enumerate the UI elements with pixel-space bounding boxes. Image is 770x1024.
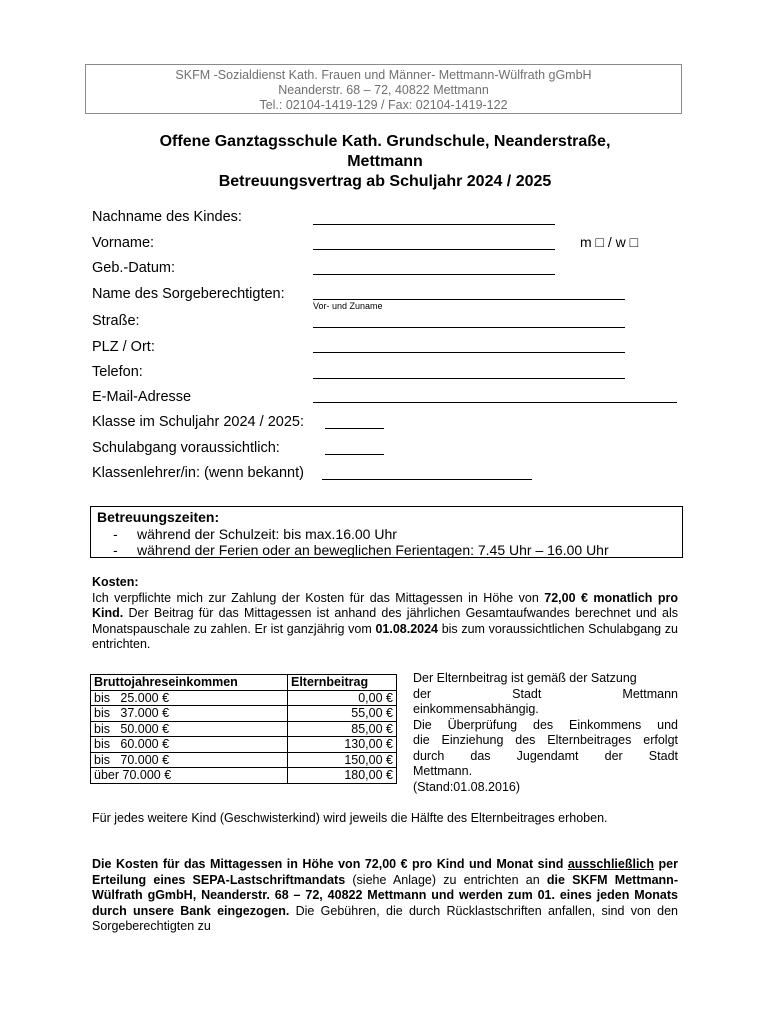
geschwister-paragraph: Für jedes weitere Kind (Geschwisterkind) wird jeweils die Hälfte des Elternbeitrages erhoben. [92, 811, 608, 825]
fee-cell: 130,00 € [288, 737, 397, 753]
column-header-income: Bruttojahreseinkommen [91, 675, 288, 691]
field-sorgeberechtigter[interactable] [313, 299, 625, 300]
letterhead-line-1: SKFM -Sozialdienst Kath. Frauen und Männer- Mettmann-Wülfrath gGmbH [175, 68, 592, 82]
betreuungszeiten-box [90, 506, 683, 558]
title-line-2: Mettmann [347, 153, 423, 170]
field-plz-ort[interactable] [313, 352, 625, 353]
note-line: der Stadt Mettmann [413, 686, 678, 701]
letterhead-line-3: Tel.: 02104-1419-129 / Fax: 02104-1419-122 [259, 98, 508, 112]
note-line: Die Überprüfung des Einkommens und [413, 717, 678, 732]
kosten-section [92, 575, 678, 653]
kosten-text-3: bis zum voraussichtlichen Schulabgang zu entrichten. [92, 621, 678, 651]
fee-cell: 180,00 € [288, 768, 397, 784]
table-row [91, 690, 397, 706]
fee-cell: 0,00 € [288, 690, 397, 706]
bullet-dash: - [113, 525, 118, 542]
hint-vor-zuname: Vor- und Zuname [313, 301, 383, 311]
income-cell: über 70.000 € [91, 768, 288, 784]
note-line: die Einziehung des Elternbeitrages erfolgt [413, 733, 678, 747]
field-telefon[interactable] [313, 378, 625, 379]
field-schulabgang[interactable] [325, 454, 384, 455]
fee-cell: 55,00 € [288, 706, 397, 722]
label-email: E-Mail-Adresse [92, 389, 192, 405]
title-line-3: Betreuungsvertrag ab Schuljahr 2024 / 2025 [218, 173, 552, 190]
kosten-text-1: Ich verpflichte mich zur Zahlung der Kosten für das Mittagessen in Höhe von [92, 590, 539, 605]
sepa-text-bold-3: die SKFM Mettmann-Wülfrath gGmbH, Neanderstr. 68 – 72, 40822 Mettmann und werden zum 01. eines jeden Monats durch unsere Bank eingezogen. [92, 872, 678, 918]
field-geburtsdatum[interactable] [313, 274, 555, 275]
table-row [91, 737, 397, 753]
title-line-1: Offene Ganztagsschule Kath. Grundschule, Neanderstraße, [159, 133, 611, 150]
table-row [91, 768, 397, 784]
table-row [91, 752, 397, 768]
betreuung-item-1 [97, 526, 682, 543]
note-line: durch das Jugendamt der Stadt [413, 748, 678, 763]
fee-table [90, 674, 397, 784]
betreuung-item-2-text: während der Ferien oder an beweglichen Ferientagen: 7.45 Uhr – 16.00 Uhr [137, 542, 609, 558]
label-strasse: Straße: [92, 313, 140, 329]
letterhead-box [85, 64, 682, 114]
table-row [91, 721, 397, 737]
income-cell: bis 60.000 € [91, 737, 288, 753]
field-klassenlehrer[interactable] [322, 479, 532, 480]
income-cell: bis 50.000 € [91, 721, 288, 737]
bullet-dash: - [113, 542, 118, 558]
elternbeitrag-note [413, 671, 678, 795]
label-plz-ort: PLZ / Ort: [92, 339, 155, 355]
label-schulabgang: Schulabgang voraussichtlich: [92, 440, 280, 456]
label-klasse: Klasse im Schuljahr 2024 / 2025: [92, 414, 304, 430]
sepa-text-2: Die Gebühren, die durch Rücklastschriften anfallen, sind von den Sorgeberechtigten zu [92, 903, 678, 933]
field-nachname[interactable] [313, 224, 555, 225]
betreuungszeiten-heading: Betreuungszeiten: [97, 509, 220, 525]
letterhead-line-2: Neanderstr. 68 – 72, 40822 Mettmann [278, 83, 489, 97]
note-line: Mettmann. [413, 764, 473, 778]
field-vorname[interactable] [313, 249, 555, 250]
note-line: einkommensabhängig. [413, 702, 539, 716]
table-row [91, 706, 397, 722]
note-line: (Stand:01.08.2016) [413, 779, 521, 794]
sepa-text-bold-1: Die Kosten für das Mittagessen in Höhe von 72,00 € pro Kind und Monat sind [92, 857, 564, 871]
label-telefon: Telefon: [92, 364, 143, 380]
table-header-row [91, 675, 397, 691]
fee-cell: 150,00 € [288, 752, 397, 768]
gender-checkboxes[interactable]: m □ / w □ [580, 234, 639, 250]
kosten-paragraph [92, 591, 678, 653]
sepa-text-underlined: ausschließlich [567, 857, 655, 871]
label-klassenlehrer: Klassenlehrer/in: (wenn bekannt) [92, 465, 304, 481]
field-strasse[interactable] [313, 327, 625, 328]
label-geburtsdatum: Geb.-Datum: [92, 260, 175, 276]
sepa-paragraph [92, 857, 678, 935]
label-nachname: Nachname des Kindes: [92, 209, 242, 225]
betreuung-item-1-text: während der Schulzeit: bis max.16.00 Uhr [137, 525, 397, 542]
document-title [90, 132, 680, 192]
kosten-text-2: Der Beitrag für das Mittagessen ist anhand des jährlichen Gesamtaufwandes berechnet und als Monatspauschale zu zahlen. Er ist ganzjährig vom [92, 606, 678, 636]
fee-cell: 85,00 € [288, 721, 397, 737]
label-vorname: Vorname: [92, 235, 155, 251]
income-cell: bis 25.000 € [91, 690, 288, 706]
income-cell: bis 37.000 € [91, 706, 288, 722]
sepa-text-bold-2: per Erteilung eines SEPA-Lastschriftmandats [92, 857, 678, 887]
field-klasse[interactable] [325, 428, 384, 429]
field-email[interactable] [313, 402, 677, 403]
sepa-text-1: (siehe Anlage) zu entrichten an [352, 872, 540, 887]
kosten-amount: 72,00 € monatlich pro Kind. [92, 590, 678, 620]
betreuung-item-2 [97, 542, 682, 559]
column-header-fee: Elternbeitrag [288, 675, 397, 691]
note-line: Der Elternbeitrag ist gemäß der Satzung [413, 671, 637, 685]
kosten-heading: Kosten: [92, 575, 139, 589]
kosten-start-date: 01.08.2024 [375, 621, 439, 636]
income-cell: bis 70.000 € [91, 752, 288, 768]
label-sorgeberechtigter: Name des Sorgeberechtigten: [92, 286, 285, 302]
